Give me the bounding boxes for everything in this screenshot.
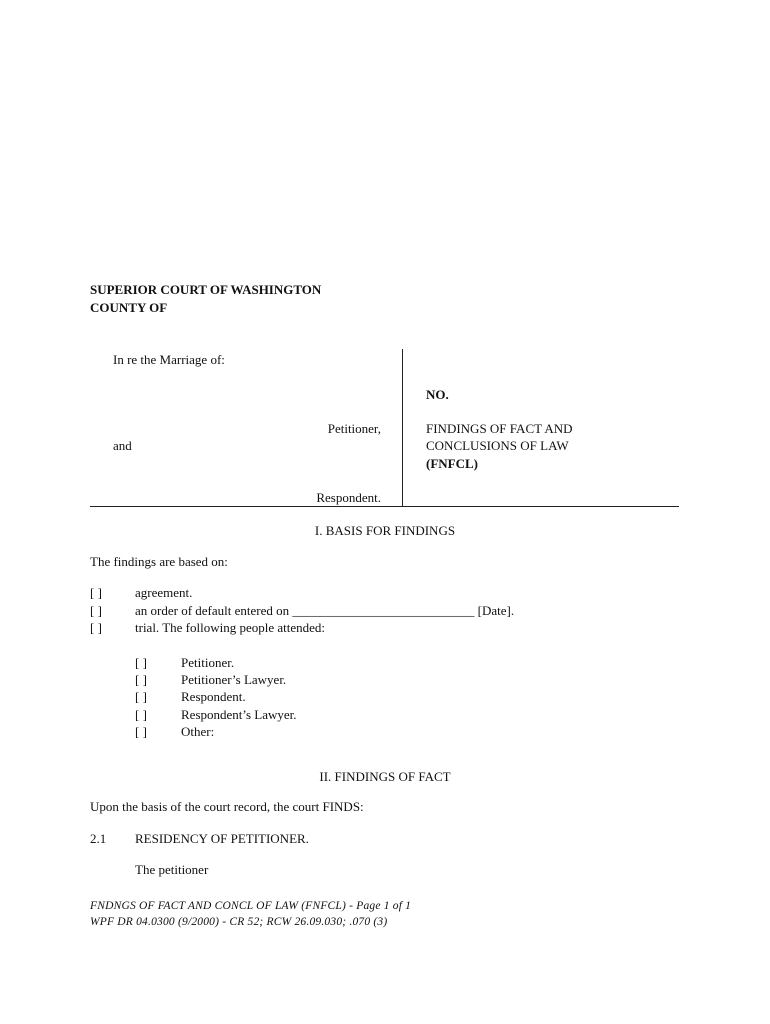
option-trial: trial. The following people attended: xyxy=(135,620,326,635)
document-title-line-2: CONCLUSIONS OF LAW xyxy=(426,438,569,453)
finding-text: The petitioner xyxy=(135,862,209,877)
footer-form-citation: WPF DR 04.0300 (9/2000) - CR 52; RCW 26.09.030; .070 (3) xyxy=(90,916,388,928)
section-1-heading: I. BASIS FOR FINDINGS xyxy=(314,523,456,538)
option-checkbox[interactable]: [ ] xyxy=(90,620,102,635)
finding-title: RESIDENCY OF PETITIONER. xyxy=(135,831,309,846)
document-title-line-1: FINDINGS OF FACT AND xyxy=(426,421,573,436)
option-checkbox[interactable]: [ ] xyxy=(90,585,102,600)
attendee-petitioner-lawyer: Petitioner’s Lawyer. xyxy=(181,672,287,687)
attendee-checkbox[interactable]: [ ] xyxy=(135,724,147,739)
attendee-other: Other: xyxy=(181,724,215,739)
option-checkbox[interactable]: [ ] xyxy=(90,603,102,618)
respondent-label: Respondent. xyxy=(316,490,381,505)
attendee-checkbox[interactable]: [ ] xyxy=(135,707,147,722)
attendee-respondent-lawyer: Respondent’s Lawyer. xyxy=(181,707,297,722)
finding-number: 2.1 xyxy=(90,831,107,846)
county-line: COUNTY OF xyxy=(90,300,168,315)
attendee-checkbox[interactable]: [ ] xyxy=(135,689,147,704)
attendee-checkbox[interactable]: [ ] xyxy=(135,672,147,687)
case-number-label: NO. xyxy=(426,387,449,402)
footer-form-title: FNDNGS OF FACT AND CONCL OF LAW (FNFCL) - Page 1 of 1 xyxy=(90,900,412,912)
caption-divider xyxy=(402,349,403,506)
section-2-intro: Upon the basis of the court record, the court FINDS: xyxy=(90,799,364,814)
document-title-abbrev: (FNFCL) xyxy=(426,456,478,471)
option-default-order: an order of default entered on ____________________________ [Date]. xyxy=(135,603,515,618)
section-2-heading: II. FINDINGS OF FACT xyxy=(319,769,451,784)
and-label: and xyxy=(113,438,132,453)
option-agreement: agreement. xyxy=(135,585,193,600)
petitioner-label: Petitioner, xyxy=(327,421,381,436)
attendee-respondent: Respondent. xyxy=(181,689,246,704)
in-re-label: In re the Marriage of: xyxy=(113,352,225,367)
section-1-intro: The findings are based on: xyxy=(90,554,228,569)
attendee-petitioner: Petitioner. xyxy=(181,655,235,670)
attendee-checkbox[interactable]: [ ] xyxy=(135,655,147,670)
caption-underline xyxy=(90,506,679,507)
court-name: SUPERIOR COURT OF WASHINGTON xyxy=(90,282,322,297)
